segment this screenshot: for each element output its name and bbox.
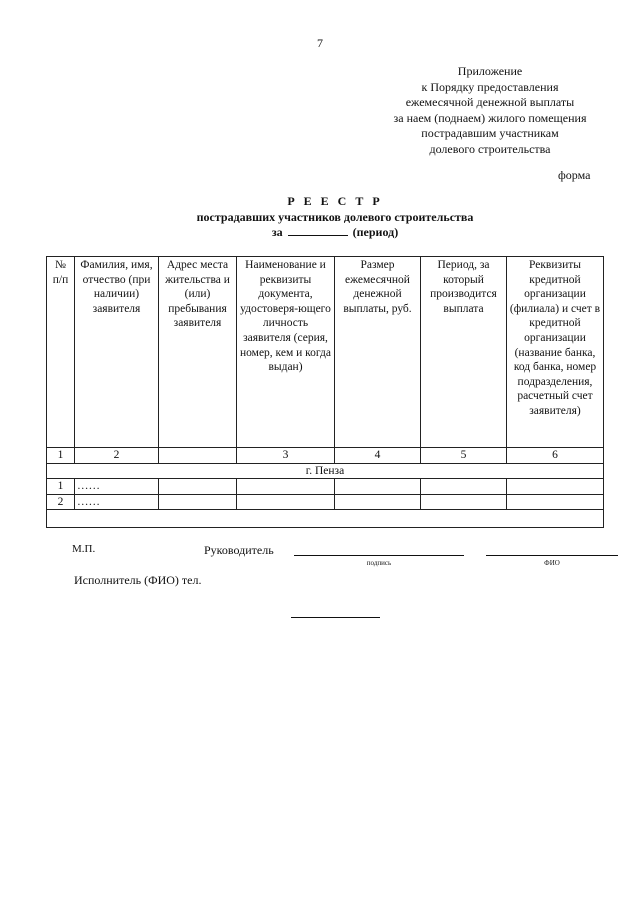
city-cell: г. Пенза — [47, 463, 604, 479]
appendix-line: пострадавшим участникам — [421, 126, 559, 141]
appendix-line: Приложение — [457, 64, 523, 78]
column-number: 4 — [335, 448, 421, 464]
column-number-row — [47, 448, 604, 464]
appendix-line: ежемесячной денежной выплаты — [405, 95, 575, 110]
period-prefix: за — [271, 225, 283, 239]
row-identity-document[interactable] — [237, 479, 335, 495]
empty-cell — [47, 510, 604, 528]
empty-row — [47, 510, 604, 528]
column-number: 1 — [47, 448, 75, 464]
header-bank-details: Реквизиты кредитной организации (филиала) и счет в кредитной организации (название банка, код банка, номер подразделения, расчетный счет заявителя) — [507, 257, 604, 448]
table-row — [47, 479, 604, 495]
appendix-note — [370, 64, 610, 158]
row-index: 2 — [47, 494, 75, 510]
head-label: Руководитель — [204, 543, 274, 557]
row-address[interactable] — [159, 479, 237, 495]
document-heading — [120, 194, 550, 241]
column-number — [159, 448, 237, 464]
row-address[interactable] — [159, 494, 237, 510]
appendix-line: к Порядку предоставления — [421, 79, 559, 94]
row-payment-amount[interactable] — [335, 494, 421, 510]
document-subtitle: пострадавших участников долевого строительства — [196, 209, 474, 224]
form-label: форма — [558, 168, 591, 182]
column-number: 2 — [75, 448, 159, 464]
signature-line[interactable] — [294, 541, 464, 556]
stamp-label: М.П. — [72, 543, 96, 555]
column-number: 5 — [421, 448, 507, 464]
header-full-name: Фамилия, имя, отчество (при наличии) заявителя — [75, 257, 159, 448]
row-index: 1 — [47, 479, 75, 495]
name-caption: ФИО — [544, 559, 560, 567]
column-number: 3 — [237, 448, 335, 464]
period-suffix: (период) — [352, 225, 399, 239]
row-payment-period[interactable] — [421, 479, 507, 495]
row-payment-period[interactable] — [421, 494, 507, 510]
appendix-line: за наем (поднаем) жилого помещения — [393, 110, 587, 125]
registry-table — [46, 256, 604, 528]
header-identity-document: Наименование и реквизиты документа, удостоверя-ющего личность заявителя (серия, номер, кем и когда выдан) — [237, 257, 335, 448]
header-number: № п/п — [47, 257, 75, 448]
period-blank[interactable] — [288, 225, 348, 236]
document-title: Р Е Е С Т Р — [287, 194, 383, 208]
row-payment-amount[interactable] — [335, 479, 421, 495]
city-row — [47, 463, 604, 479]
header-payment-amount: Размер ежемесячной денежной выплаты, руб. — [335, 257, 421, 448]
row-full-name[interactable]: …… — [75, 479, 159, 495]
row-identity-document[interactable] — [237, 494, 335, 510]
column-number: 6 — [507, 448, 604, 464]
row-bank-details[interactable] — [507, 494, 604, 510]
end-divider — [291, 617, 380, 618]
executor-line: Исполнитель (ФИО) тел. — [74, 573, 202, 587]
table-row — [47, 494, 604, 510]
header-address: Адрес места жительства и (или) пребывания заявителя — [159, 257, 237, 448]
appendix-line: долевого строительства — [429, 141, 551, 156]
row-full-name[interactable]: …… — [75, 494, 159, 510]
name-line[interactable] — [486, 541, 618, 556]
period-line — [120, 225, 550, 241]
table-header-row — [47, 257, 604, 448]
row-bank-details[interactable] — [507, 479, 604, 495]
signature-caption: подпись — [366, 559, 392, 567]
page-number: 7 — [317, 36, 323, 50]
header-payment-period: Период, за который производится выплата — [421, 257, 507, 448]
